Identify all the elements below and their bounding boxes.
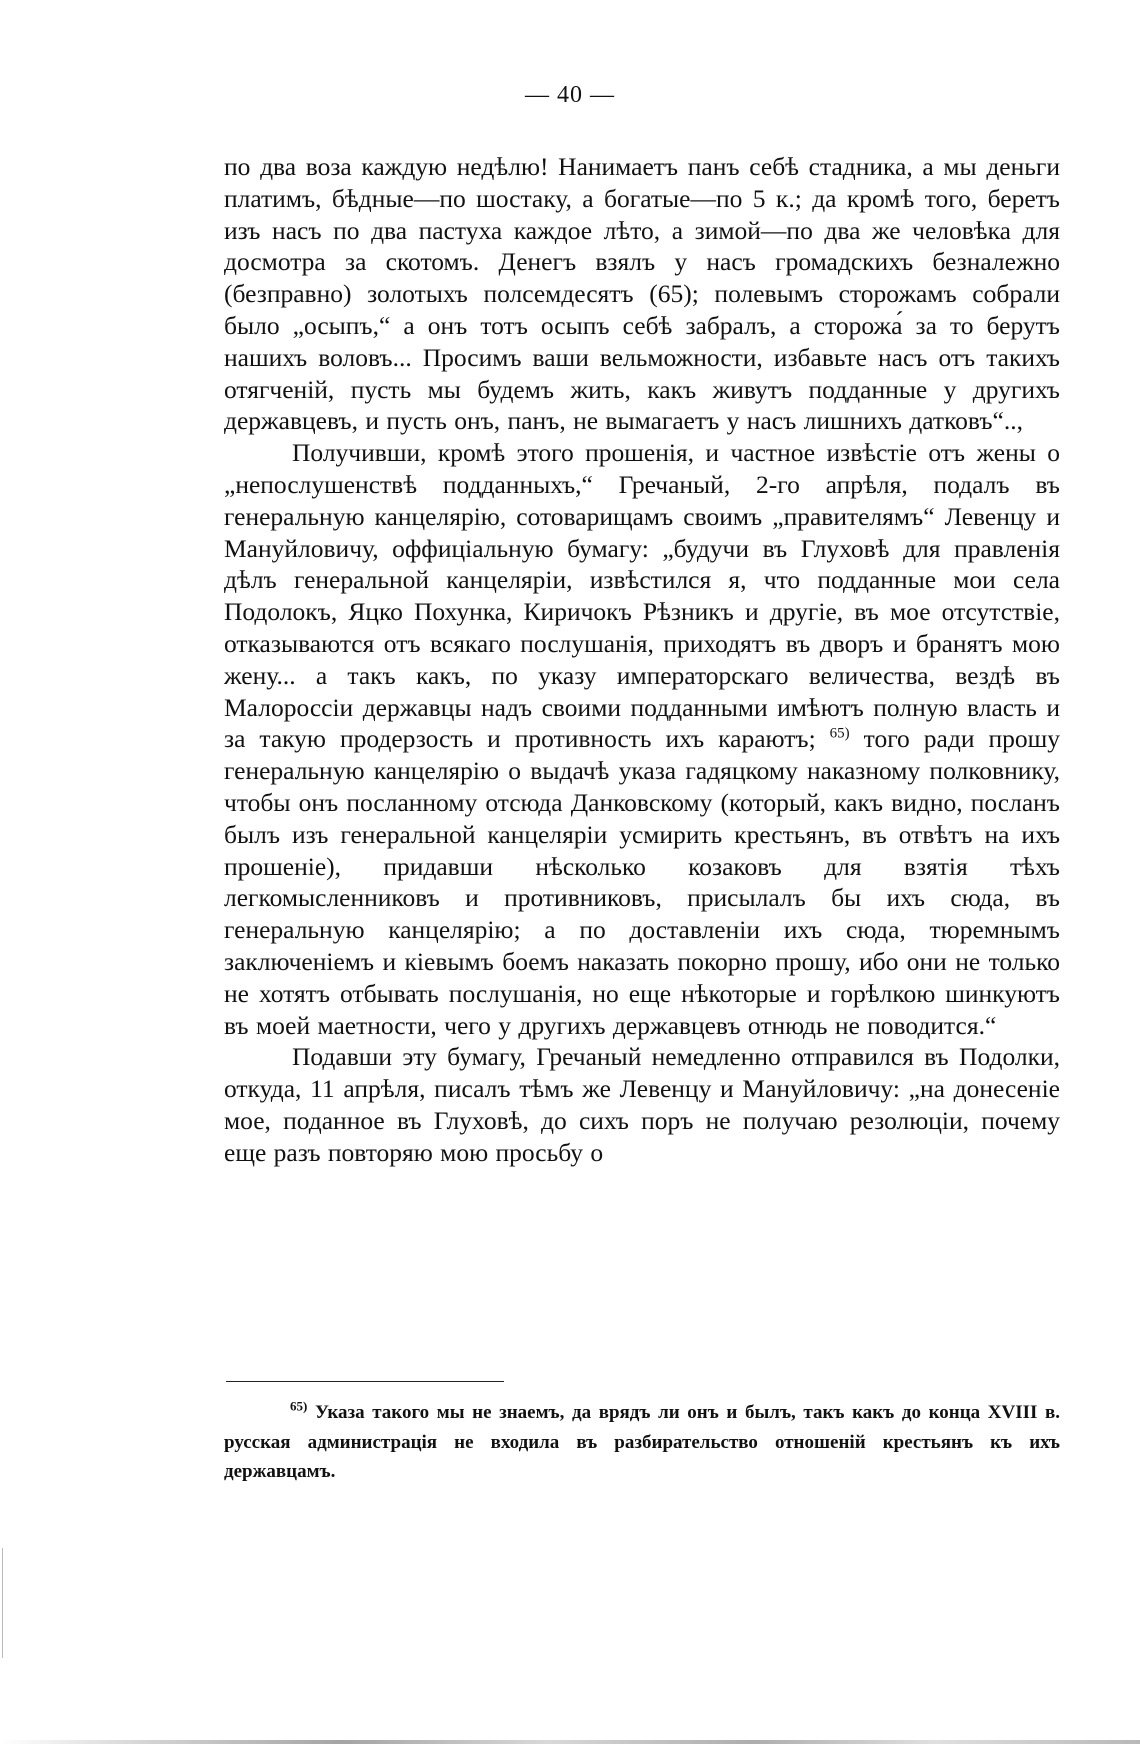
scan-margin-mark: [2, 1548, 3, 1658]
footnote-reference: 65): [829, 725, 850, 742]
main-text: [224, 151, 1060, 1169]
paragraph-1: по два воза каждую недѣлю! Нанимаетъ панъ себѣ стадника, а мы деньги платимъ, бѣдные—по шостаку, а богатые—по 5 к.; да кромѣ того, беретъ изъ насъ по два пастуха каждое лѣто, а зимой—по два же человѣка для досмотра за скотомъ. Денегъ взялъ у насъ громадскихъ безналежно (безправно) золотыхъ полсемдесятъ (65); полевымъ сторожамъ собрали было „осыпъ,“ а онъ тотъ осыпъ себѣ забралъ, а сторожа́ за то берутъ нашихъ воловъ... Просимъ ваши вельможности, избавьте насъ отъ такихъ отягченій, пусть мы будемъ жить, какъ живутъ подданные у другихъ державцевъ, и пусть онъ, панъ, не вымагаетъ у насъ лишнихъ датковъ“..,: [224, 152, 1060, 436]
page-number: — 40 —: [525, 82, 615, 108]
paragraph-2-continuation: того ради прошу генеральную канцелярію о выдачѣ указа гадяцкому наказному полковнику, чтобы онъ посланному отсюда Данковскому (который, какъ видно, посланъ былъ изъ генеральной канцеляріи усмирить крестьянъ, въ отвѣтъ на ихъ прошеніе), придавши нѣсколько козаковъ для взятія тѣхъ легкомысленниковъ и противниковъ, присылалъ бы ихъ сюда, въ генеральную канцелярію; а по доставленіи ихъ сюда, тюремнымъ заключеніемъ и кіевымъ боемъ наказать покорно прошу, ибо они не только не хотятъ отбывать послушанія, но еще нѣкоторые и горѣлкою шинкуютъ въ моей маетности, чего у другихъ державцевъ отнюдь не поводится.“: [224, 724, 1061, 1040]
footnote: [224, 1398, 1060, 1487]
paragraph-3: Подавши эту бумагу, Гречаный немедленно отправился въ Подолки, откуда, 11 апрѣля, писалъ тѣмъ же Левенцу и Мануйловичу: „на донесеніе мое, поданное въ Глуховѣ, до сихъ поръ не получаю резолюціи, почему еще разъ повторяю мою просьбу о: [224, 1042, 1060, 1167]
footnote-marker: 65): [290, 1398, 308, 1414]
footnote-text: Указа такого мы не знаемъ, да врядъ ли онъ и былъ, такъ какъ до конца XVIII в. русская администрація не входила въ разбирательство отношеній крестьянъ къ ихъ державцамъ.: [224, 1402, 1060, 1482]
footnote-divider: [226, 1381, 504, 1382]
scan-bottom-edge: [0, 1740, 1140, 1744]
paragraph-2-text: Получивши, кромѣ этого прошенія, и частное извѣстіе отъ жены о „непослушенствѣ подданныхъ,“ Гречаный, 2-го апрѣля, подалъ въ генеральную канцелярію, сотоварищамъ своимъ „правителямъ“ Левенцу и Мануйловичу, оффиціальную бумагу: „будучи въ Глуховѣ для правленія дѣлъ генеральной канцеляріи, извѣстился я, что подданные мои села Подолокъ, Яцко Похунка, Киричокъ Рѣзникъ и другіе, въ мое отсутствіе, отказываются отъ всякаго послушанія, приходятъ въ дворъ и бранятъ мою жену... а такъ какъ, по указу императорскаго величества, вездѣ въ Малороссіи державцы надъ своими подданными имѣютъ полную власть и за такую продерзость и противность ихъ караютъ;: [224, 438, 1060, 754]
paragraph-2: [224, 437, 1060, 1041]
